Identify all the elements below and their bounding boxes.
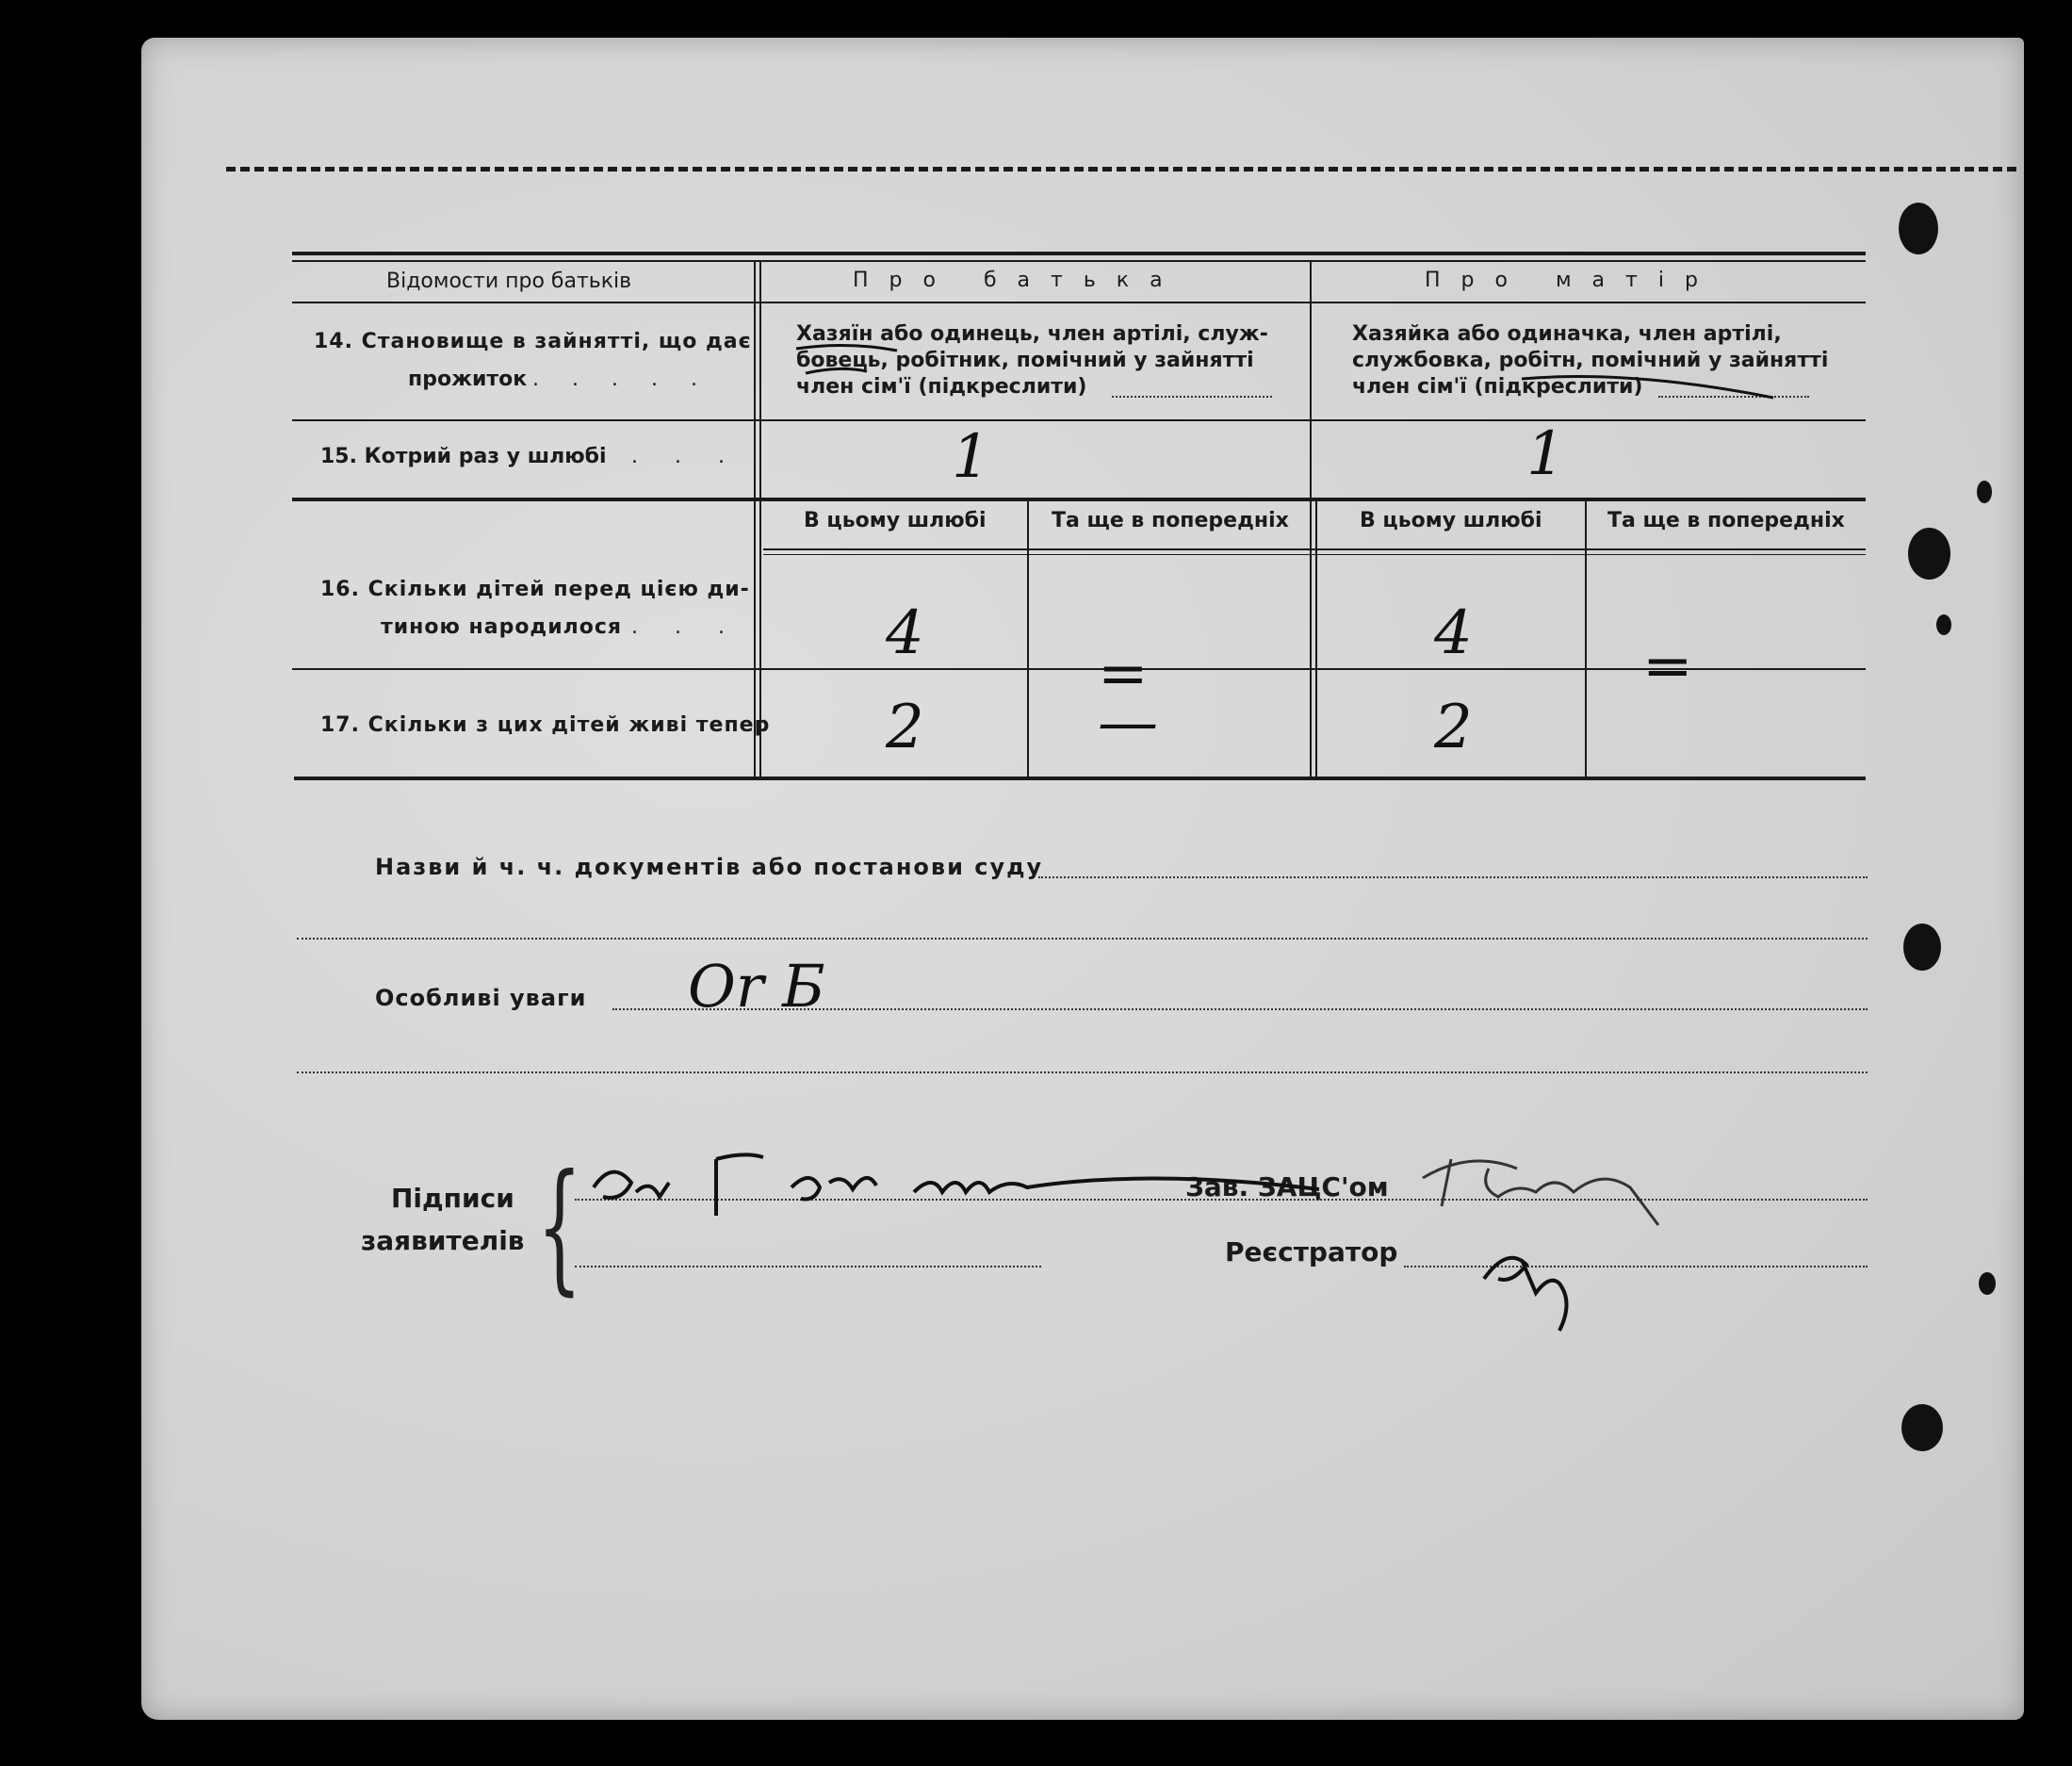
col-divider-1b — [759, 262, 761, 777]
father-underline-mark — [791, 337, 905, 375]
row14-father-line3: член сім'ї (підкреслити) — [796, 375, 1087, 399]
documents-dotline-2 — [297, 938, 1868, 940]
row16-father-prev: = — [1098, 639, 1149, 709]
row14-mother-line1: Хазяйка або одиначка, член артілі, — [1352, 322, 1782, 346]
row16-label-line2: тиною народилося — [381, 615, 623, 639]
binding-hole-4 — [1936, 614, 1951, 635]
subheader-mother-this: В цьому шлюбі — [1360, 509, 1542, 532]
subheader-divider-inner — [763, 554, 1866, 555]
row16-label-line1: 16. Скільки дітей перед цією ди- — [320, 578, 750, 601]
document-sheet — [141, 38, 2024, 1720]
row16-divider — [292, 668, 1866, 670]
col-divider-1a — [754, 262, 756, 777]
row14-leader-dots: . . . . . — [532, 368, 710, 391]
header-father: Про батька — [853, 269, 1183, 292]
binding-hole-5 — [1903, 924, 1941, 971]
row15-mother-value: 1 — [1526, 419, 1565, 489]
row14-label-line2: прожиток — [408, 368, 528, 391]
row15-father-value: 1 — [952, 422, 990, 492]
header-mother: Про матір — [1425, 269, 1719, 292]
col-divider-father-sub — [1027, 501, 1029, 777]
remarks-label: Особливі уваги — [375, 985, 587, 1011]
row15-divider — [292, 498, 1866, 501]
registrar-signature — [1470, 1227, 1592, 1340]
row14-divider — [292, 419, 1866, 421]
remarks-dotline-2 — [297, 1071, 1868, 1073]
perforation-line — [226, 167, 2016, 172]
col-divider-mother-sub — [1585, 501, 1587, 777]
subheader-mother-prev: Та ще в попередніх — [1607, 509, 1845, 532]
applicants-label-line1: Підписи — [391, 1183, 514, 1214]
row16-mother-prev: = — [1642, 631, 1693, 701]
col-divider-2b — [1315, 501, 1317, 777]
row14-father-line2: бовець, робітник, помічний у зайнятті — [796, 349, 1254, 372]
row14-father-line1: Хазяїн або одинець, член артілі, служ- — [796, 322, 1268, 346]
row17-father-this: 2 — [886, 693, 924, 762]
documents-label: Назви й ч. ч. документів або постанови суду — [375, 854, 1044, 880]
header-parents-info: Відомости про батьків — [386, 270, 632, 293]
row14-mother-line2: службовка, робітн, помічний у зайнятті — [1352, 349, 1829, 372]
row16-leader-dots: . . . — [631, 615, 740, 639]
row16-mother-this: 4 — [1434, 598, 1473, 668]
head-label: Зав. ЗАЦС'ом — [1185, 1171, 1389, 1202]
header-divider — [292, 302, 1866, 303]
table-top-border-inner — [292, 260, 1866, 262]
row15-label: 15. Котрий раз у шлюбі — [320, 445, 607, 468]
row17-label: 17. Скільки з цих дітей живі тепер — [320, 713, 771, 737]
applicants-label-line2: заявителів — [361, 1225, 525, 1256]
subheader-father-prev: Та ще в попередніх — [1052, 509, 1289, 532]
documents-dotline-1 — [1038, 876, 1868, 878]
head-signature — [1413, 1131, 1677, 1235]
table-bottom-border — [294, 777, 1866, 780]
binding-hole-7 — [1901, 1404, 1943, 1451]
subheader-divider — [763, 548, 1866, 550]
row14-label-line1: 14. Становище в зайнятті, що дає — [314, 330, 752, 353]
binding-hole-3 — [1908, 528, 1950, 580]
col-divider-2a — [1310, 262, 1312, 777]
row17-mother-this: 2 — [1434, 693, 1473, 762]
binding-hole-1 — [1899, 203, 1938, 254]
row14-father-dots — [1112, 396, 1272, 398]
table-top-border — [292, 252, 1866, 255]
row17-father-prev: — — [1098, 688, 1158, 758]
remarks-value: Оr Б — [688, 952, 825, 1021]
mother-underline-mark — [1517, 368, 1781, 405]
signature-dotline-2 — [575, 1266, 1041, 1267]
subheader-father-this: В цьому шлюбі — [804, 509, 987, 532]
row16-father-this: 4 — [886, 598, 924, 668]
registrar-label: Реєстратор — [1225, 1236, 1398, 1267]
applicants-brace: { — [537, 1145, 582, 1309]
binding-hole-2 — [1977, 481, 1992, 503]
applicant-signature — [584, 1131, 1338, 1235]
row14-mother-line3: член сім'ї (підкреслити) — [1352, 375, 1643, 399]
row15-leader-dots: . . . — [631, 445, 740, 468]
binding-hole-6 — [1979, 1272, 1996, 1295]
